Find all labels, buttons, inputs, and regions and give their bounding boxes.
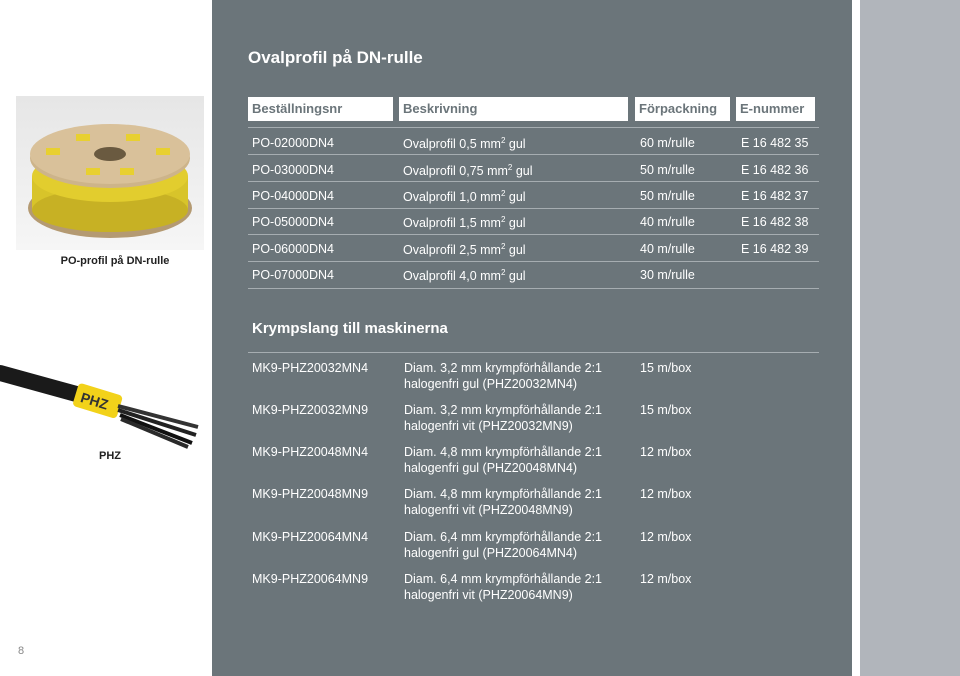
package: 40 m/rulle bbox=[640, 242, 695, 256]
order-number: MK9-PHZ20032MN4 bbox=[252, 361, 369, 375]
description: Ovalprofil 4,0 $mm^2$ gul bbox=[403, 268, 526, 284]
description-line1: Diam. 6,4 mm krympförhållande 2:1 bbox=[404, 572, 602, 586]
page-title: Ovalprofil på DN-rulle bbox=[248, 48, 423, 67]
order-number: PO-03000DN4 bbox=[252, 163, 334, 177]
cable-reel-photo bbox=[16, 96, 204, 250]
e-number: E 16 482 38 bbox=[741, 215, 809, 229]
e-number: E 16 482 35 bbox=[741, 136, 809, 150]
header-description: Beskrivning bbox=[399, 97, 628, 121]
description-line1: Diam. 3,2 mm krympförhållande 2:1 bbox=[404, 361, 602, 375]
description-line1: Diam. 3,2 mm krympförhållande 2:1 bbox=[404, 403, 602, 417]
description-line2: halogenfri vit (PHZ20048MN9) bbox=[404, 503, 573, 517]
package: 50 m/rulle bbox=[640, 163, 695, 177]
row-divider bbox=[248, 352, 819, 353]
row-divider bbox=[248, 234, 819, 235]
package: 30 m/rulle bbox=[640, 268, 695, 282]
tube-caption: PHZ bbox=[99, 450, 121, 462]
shrink-tube-photo bbox=[0, 355, 205, 450]
order-number: MK9-PHZ20032MN9 bbox=[252, 403, 369, 417]
description-line1: Diam. 4,8 mm krympförhållande 2:1 bbox=[404, 445, 602, 459]
package: 12 m/box bbox=[640, 572, 692, 586]
description-line2: halogenfri gul (PHZ20064MN4) bbox=[404, 546, 578, 560]
tube-label: PHZ bbox=[78, 389, 111, 413]
order-number: PO-02000DN4 bbox=[252, 136, 334, 150]
order-number: PO-07000DN4 bbox=[252, 268, 334, 282]
section-subtitle: Krympslang till maskinerna bbox=[252, 320, 448, 337]
row-divider bbox=[248, 208, 819, 209]
description: Ovalprofil 1,5 $mm^2$ gul bbox=[403, 215, 526, 231]
description-line2: halogenfri gul (PHZ20032MN4) bbox=[404, 377, 578, 391]
row-divider bbox=[248, 127, 819, 128]
order-number: PO-04000DN4 bbox=[252, 189, 334, 203]
description: Ovalprofil 0,5 $mm^2$ gul bbox=[403, 136, 526, 152]
package: 60 m/rulle bbox=[640, 136, 695, 150]
description-line1: Diam. 4,8 mm krympförhållande 2:1 bbox=[404, 487, 602, 501]
e-number: E 16 482 37 bbox=[741, 189, 809, 203]
package: 15 m/box bbox=[640, 361, 692, 375]
row-divider bbox=[248, 181, 819, 182]
description: Ovalprofil 1,0 $mm^2$ gul bbox=[403, 189, 526, 205]
package: 12 m/box bbox=[640, 530, 692, 544]
gutter bbox=[852, 0, 860, 676]
package: 15 m/box bbox=[640, 403, 692, 417]
package: 12 m/box bbox=[640, 487, 692, 501]
order-number: MK9-PHZ20048MN4 bbox=[252, 445, 369, 459]
right-panel bbox=[860, 0, 960, 676]
package: 12 m/box bbox=[640, 445, 692, 459]
package: 40 m/rulle bbox=[640, 215, 695, 229]
reel-caption: PO-profil på DN-rulle bbox=[60, 255, 170, 267]
header-e-number: E-nummer bbox=[736, 97, 815, 121]
page-number: 8 bbox=[18, 645, 25, 657]
description-line2: halogenfri gul (PHZ20048MN4) bbox=[404, 461, 578, 475]
order-number: MK9-PHZ20048MN9 bbox=[252, 487, 369, 501]
order-number: MK9-PHZ20064MN4 bbox=[252, 530, 369, 544]
row-divider bbox=[248, 261, 819, 262]
order-number: PO-05000DN4 bbox=[252, 215, 334, 229]
description: Ovalprofil 2,5 $mm^2$ gul bbox=[403, 242, 526, 258]
row-divider bbox=[248, 154, 819, 155]
header-package: Förpackning bbox=[635, 97, 730, 121]
description: Ovalprofil 0,75 $mm^2$ gul bbox=[403, 163, 533, 179]
description-line1: Diam. 6,4 mm krympförhållande 2:1 bbox=[404, 530, 602, 544]
package: 50 m/rulle bbox=[640, 189, 695, 203]
row-divider bbox=[248, 288, 819, 289]
header-order-number: Beställningsnr bbox=[248, 97, 393, 121]
description-line2: halogenfri vit (PHZ20032MN9) bbox=[404, 419, 573, 433]
description-line2: halogenfri vit (PHZ20064MN9) bbox=[404, 588, 573, 602]
e-number: E 16 482 39 bbox=[741, 242, 809, 256]
order-number: MK9-PHZ20064MN9 bbox=[252, 572, 369, 586]
order-number: PO-06000DN4 bbox=[252, 242, 334, 256]
e-number: E 16 482 36 bbox=[741, 163, 809, 177]
